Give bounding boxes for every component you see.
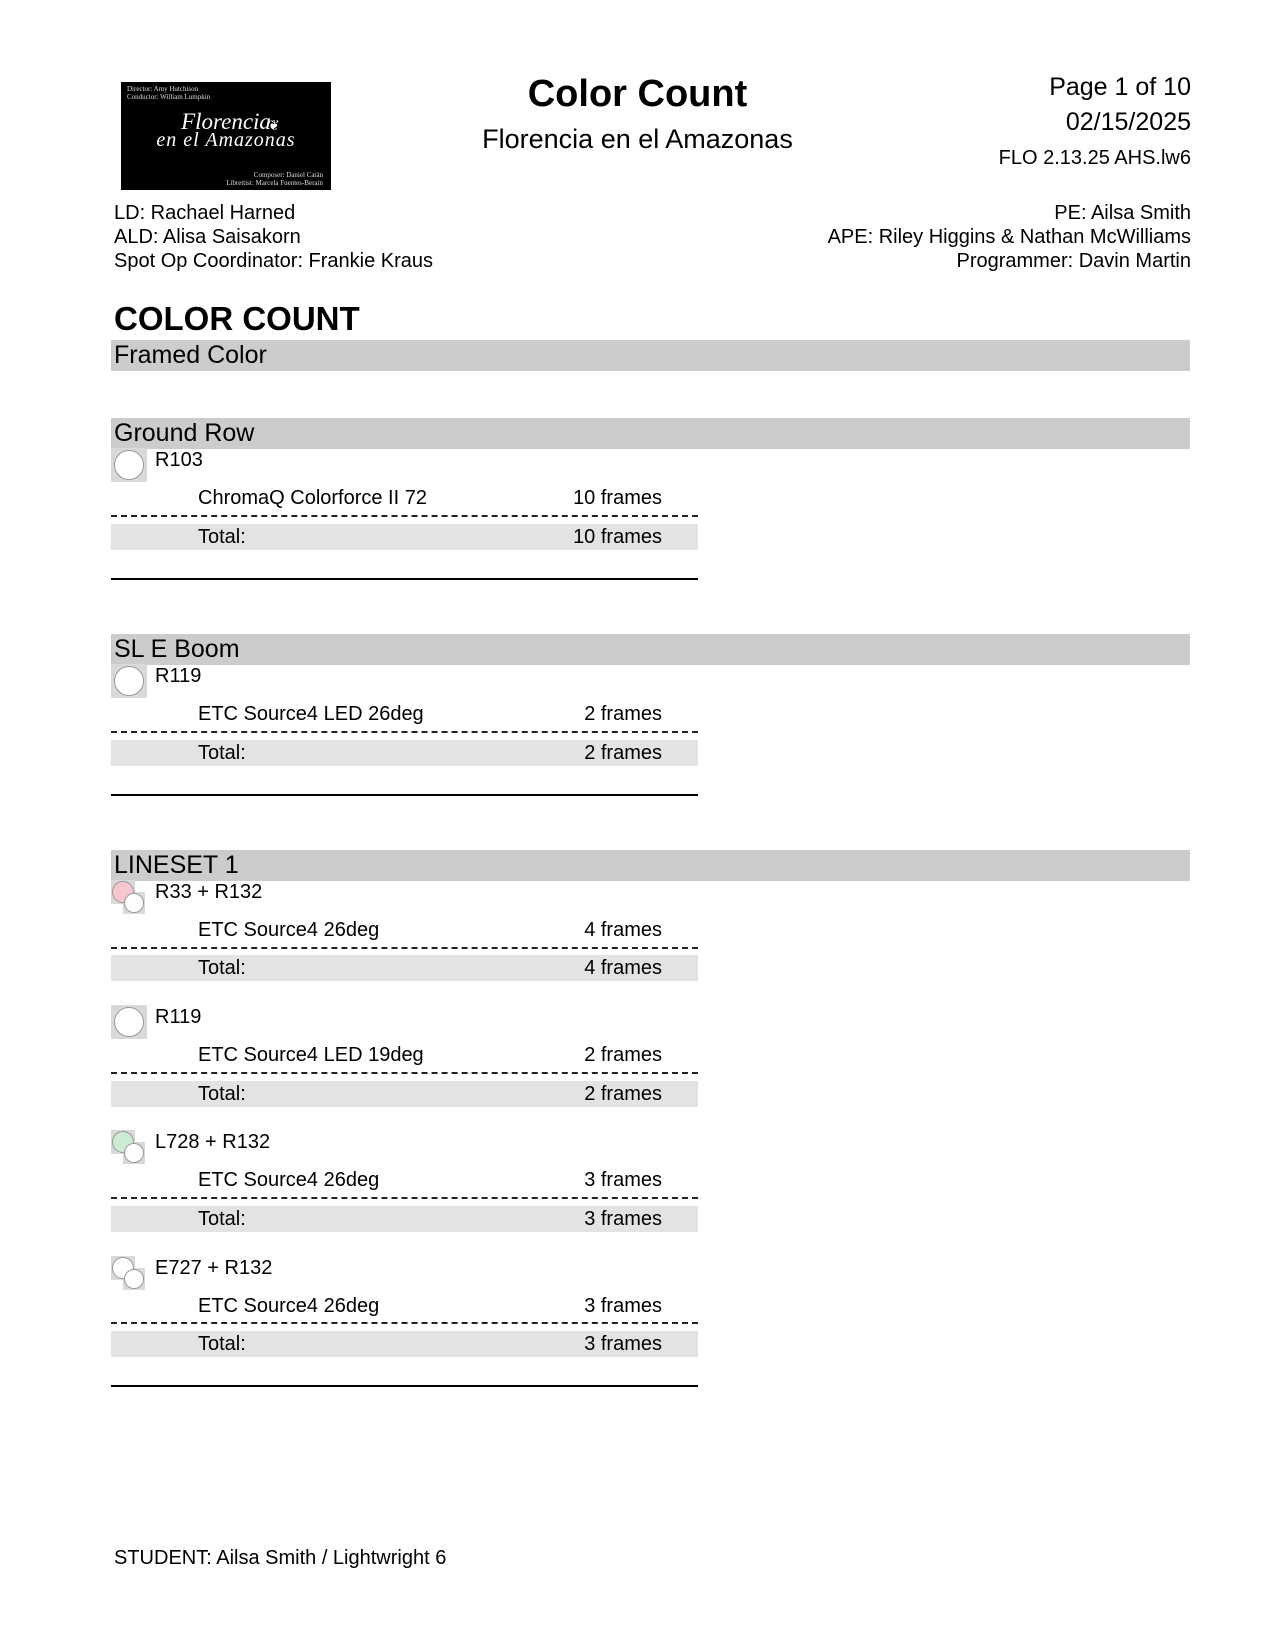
frame-count: 2 frames <box>584 1044 662 1066</box>
total-frames: 2 frames <box>584 1083 662 1105</box>
report-title: Color Count <box>527 73 748 115</box>
dashed-divider <box>111 1072 698 1074</box>
color-swatch-circle <box>114 450 144 480</box>
frame-count: 10 frames <box>573 487 662 509</box>
color-name: R103 <box>155 449 203 471</box>
color-swatch-circle <box>114 1007 144 1037</box>
logo-librettist: Librettist: Marcela Fuentes-Berain <box>226 179 323 187</box>
position-band <box>111 418 1190 449</box>
color-swatch-circle-secondary <box>124 893 144 913</box>
staff-spot-op: Spot Op Coordinator: Frankie Kraus <box>114 250 434 272</box>
logo-title-line1: Florencia <box>181 109 271 134</box>
total-label: Total: <box>198 526 246 548</box>
staff-ald: ALD: Alisa Saisakorn <box>114 226 301 248</box>
total-frames: 3 frames <box>584 1208 662 1230</box>
butterfly-icon: ❦ <box>268 117 280 133</box>
dashed-divider <box>111 1322 698 1324</box>
frame-count: 3 frames <box>584 1169 662 1191</box>
dashed-divider <box>111 731 698 733</box>
color-swatch <box>111 880 149 914</box>
position-band <box>111 634 1190 665</box>
staff-ape: APE: Riley Higgins & Nathan McWilliams <box>827 226 1191 248</box>
total-label: Total: <box>198 1083 246 1105</box>
total-frames: 2 frames <box>584 742 662 764</box>
fixture-type: ETC Source4 26deg <box>198 1169 380 1191</box>
color-swatch-circle-secondary <box>124 1269 144 1289</box>
fixture-type: ETC Source4 LED 19deg <box>198 1044 424 1066</box>
color-swatch-circle <box>114 666 144 696</box>
total-frames: 10 frames <box>573 526 662 548</box>
fixture-type: ETC Source4 LED 26deg <box>198 703 424 725</box>
position-divider <box>111 1385 698 1387</box>
color-name: R119 <box>155 665 202 687</box>
frame-count: 3 frames <box>584 1295 662 1317</box>
logo-conductor: Conductor: William Lumpkin <box>127 93 211 101</box>
color-swatch <box>111 448 149 482</box>
dashed-divider <box>111 947 698 949</box>
dashed-divider <box>111 515 698 517</box>
position-name: SL E Boom <box>114 635 240 663</box>
footer-student: STUDENT: Ailsa Smith / Lightwright 6 <box>114 1547 447 1569</box>
color-swatch <box>111 664 149 698</box>
page-number: Page 1 of 10 <box>1049 73 1191 101</box>
staff-left <box>114 201 433 273</box>
logo-title-line2: en el Amazonas <box>156 129 296 151</box>
position-divider <box>111 578 698 580</box>
staff-ld: LD: Rachael Harned <box>114 202 296 224</box>
color-swatch-circle-secondary <box>124 1143 144 1163</box>
fixture-type: ChromaQ Colorforce II 72 <box>198 487 427 509</box>
color-name: R33 + R132 <box>155 881 263 903</box>
fixture-type: ETC Source4 26deg <box>198 1295 380 1317</box>
frame-count: 2 frames <box>584 703 662 725</box>
total-label: Total: <box>198 742 246 764</box>
category-label: Framed Color <box>114 341 267 369</box>
fixture-type: ETC Source4 26deg <box>198 919 380 941</box>
file-name: FLO 2.13.25 AHS.lw6 <box>998 147 1191 169</box>
total-label: Total: <box>198 957 246 979</box>
position-name: Ground Row <box>114 419 255 447</box>
category-band <box>111 340 1190 371</box>
color-name: L728 + R132 <box>155 1131 271 1153</box>
report-date: 02/15/2025 <box>1065 108 1191 136</box>
color-name: E727 + R132 <box>155 1257 273 1279</box>
staff-pe: PE: Ailsa Smith <box>1054 202 1191 224</box>
total-label: Total: <box>198 1208 246 1230</box>
position-band <box>111 850 1190 881</box>
logo-credits-bottom <box>226 171 323 187</box>
color-swatch <box>111 1130 149 1164</box>
logo-composer: Composer: Daniel Catán <box>253 171 323 179</box>
frame-count: 4 frames <box>584 919 662 941</box>
section-heading: COLOR COUNT <box>114 300 360 337</box>
position-name: LINESET 1 <box>114 851 239 879</box>
total-frames: 4 frames <box>584 957 662 979</box>
staff-right <box>828 201 1191 273</box>
position-divider <box>111 794 698 796</box>
logo-director: Director: Amy Hutchison <box>127 85 199 93</box>
color-swatch <box>111 1005 149 1039</box>
color-name: R119 <box>155 1006 202 1028</box>
show-title: Florencia en el Amazonas <box>482 124 793 154</box>
color-swatch <box>111 1256 149 1290</box>
staff-programmer: Programmer: Davin Martin <box>956 250 1191 272</box>
dashed-divider <box>111 1197 698 1199</box>
total-label: Total: <box>198 1333 246 1355</box>
total-frames: 3 frames <box>584 1333 662 1355</box>
